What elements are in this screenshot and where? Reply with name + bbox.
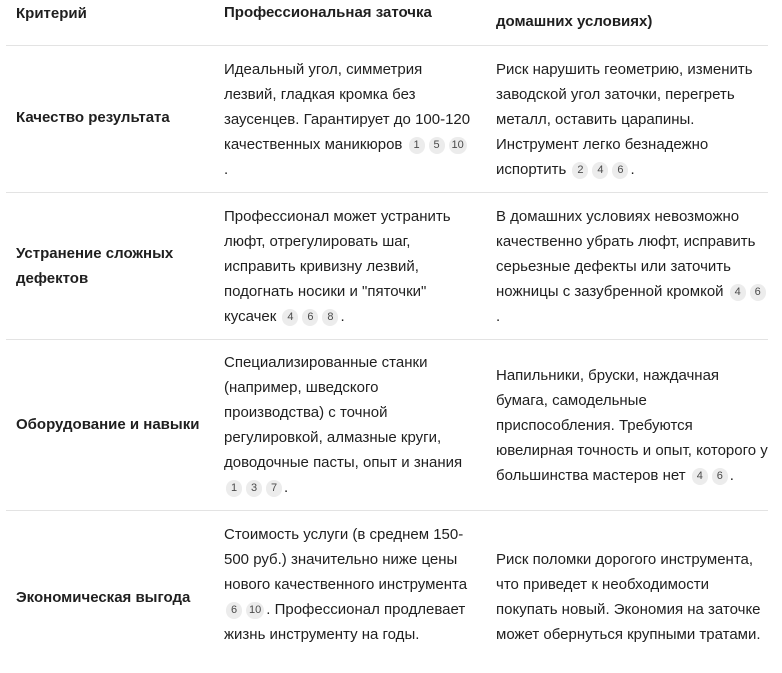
cell-tail: . [340, 308, 345, 325]
cell-tail: . [630, 161, 635, 178]
row-criterion: Устранение сложных дефектов [16, 245, 174, 287]
cell-tail: . [284, 479, 289, 496]
citation-group [280, 308, 340, 325]
citation-badge[interactable]: 6 [226, 602, 242, 619]
row-criterion: Экономическая выгода [16, 589, 191, 606]
citation-badge[interactable]: 10 [449, 137, 467, 154]
citation-badge[interactable]: 5 [429, 137, 445, 154]
table-header-row [6, 0, 768, 46]
table-row [6, 46, 768, 193]
cell-text: Риск поломки дорогого инструмента, что приведет к необходимости покупать новый. Экономия на заточке может обернуться крупными тратами. [496, 551, 761, 643]
cell-text: Профессионал может устранить люфт, отрегулировать шаг, исправить кривизну лезвий, подогнать носики и "пяточки" кусачек [224, 208, 451, 325]
citation-badge[interactable]: 4 [692, 468, 708, 485]
citation-badge[interactable]: 6 [612, 162, 628, 179]
citation-group [690, 467, 730, 484]
table-row [6, 193, 768, 340]
citation-badge[interactable]: 6 [712, 468, 728, 485]
cell-text: Идеальный угол, симметрия лезвий, гладкая кромка без заусенцев. Гарантирует до 100-120 качественных маникюров [224, 61, 471, 153]
citation-group [728, 283, 768, 300]
row-home-cell [496, 204, 768, 329]
header-criterion: Критерий [16, 5, 87, 22]
citation-badge[interactable]: 8 [322, 309, 338, 326]
citation-group [407, 136, 469, 153]
citation-badge[interactable]: 1 [409, 137, 425, 154]
citation-badge[interactable]: 10 [246, 602, 264, 619]
citation-badge[interactable]: 4 [592, 162, 608, 179]
cell-text: В домашних условиях невозможно качественно убрать люфт, исправить серьезные дефекты или заточить ножницы с зазубренной кромкой [496, 208, 756, 300]
cell-tail: . [729, 467, 734, 484]
header-professional: Профессиональная заточка [224, 4, 432, 21]
row-professional-cell [224, 350, 472, 500]
row-home-cell [496, 363, 768, 488]
cell-tail: . [496, 308, 501, 325]
citation-badge[interactable]: 4 [282, 309, 298, 326]
citation-group [570, 161, 630, 178]
citation-badge[interactable]: 2 [572, 162, 588, 179]
citation-badge[interactable]: 3 [246, 480, 262, 497]
cell-tail: . [224, 161, 229, 178]
citation-badge[interactable]: 6 [750, 284, 766, 301]
cell-text: Напильники, бруски, наждачная бумага, самодельные приспособления. Требуются ювелирная точность и опыт, которого у большинства мастеров нет [496, 367, 768, 484]
header-home: домашних условиях) [496, 13, 653, 30]
row-criterion: Качество результата [16, 109, 170, 126]
table-row [6, 511, 768, 673]
row-criterion: Оборудование и навыки [16, 416, 200, 433]
cell-text: Риск нарушить геометрию, изменить заводской угол заточки, перегреть металл, оставить царапины. Инструмент легко безнадежно испортить [496, 61, 753, 178]
table-row [6, 340, 768, 511]
row-home-cell [496, 57, 768, 182]
row-professional-cell [224, 57, 472, 182]
citation-badge[interactable]: 1 [226, 480, 242, 497]
citation-group [224, 479, 284, 496]
row-home-cell [496, 547, 768, 647]
cell-text: Специализированные станки (например, шведского производства) с точной регулировкой, алмазные круги, доводочные пасты, опыт и знания [224, 354, 463, 471]
citation-group [224, 601, 266, 618]
citation-badge[interactable]: 4 [730, 284, 746, 301]
citation-badge[interactable]: 6 [302, 309, 318, 326]
row-professional-cell [224, 522, 472, 647]
cell-text: Стоимость услуги (в среднем 150-500 руб.) значительно ниже цены нового качественного инструмента [224, 526, 468, 593]
row-professional-cell [224, 204, 472, 329]
cell-tail: . Профессионал продлевает жизнь инструменту на годы. [224, 601, 466, 643]
citation-badge[interactable]: 7 [266, 480, 282, 497]
